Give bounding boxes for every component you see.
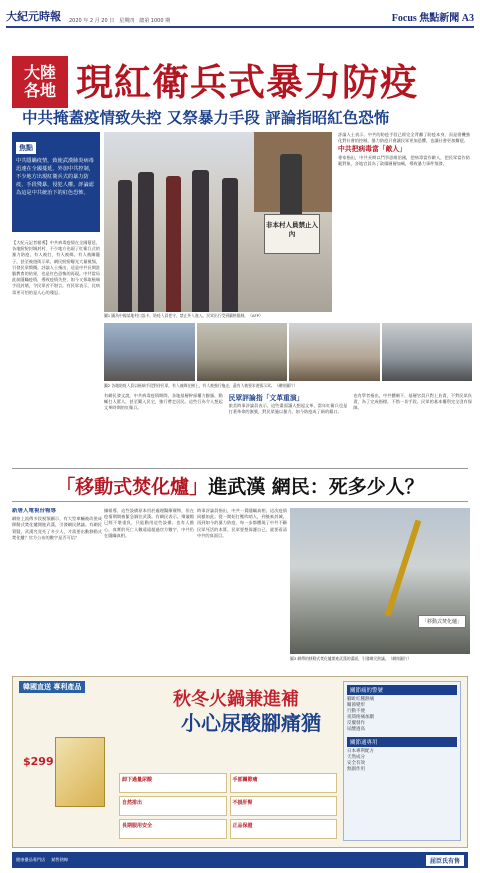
incinerator-photo <box>290 508 470 654</box>
section-label: Focus 焦點新聞 A3 <box>391 13 474 24</box>
lower-column <box>229 393 348 463</box>
bottom-column-body: 據報導，這些設備原本用於處理醫療廢物，但在疫情期間被緊急調往武漢。有網民表示，殯儀館已經不堪重負，只能動用這些設備。也有人擔心，真實的死亡人數遠遠超過官方數字，中共仍在隱瞞真相。 <box>104 508 194 538</box>
right-article-body: 評論人士表示，中共的防疫手段已經完全背離了防疫本身，而是借機強化對社會的控制。暴力防疫只會讓民眾更加恐懼，也讓社會更加撕裂。 <box>338 132 470 144</box>
ad-footer <box>12 852 468 868</box>
right-article-heading: 中共把病毒當「敵人」 <box>338 145 406 154</box>
person-figure <box>280 154 302 216</box>
region-badge <box>12 56 68 108</box>
focus-summary: 中共隱瞞疫情，致使武漢肺炎病毒迅速在全國蔓延，外加中共控制，不少地方出現紅衛兵式的暴力防疫，手段殘暴，侵犯人權。評論認為這是中共統治下的紅色恐怖。 <box>16 158 94 196</box>
bottom-column <box>104 508 194 664</box>
newspaper-brand: 大紀元時報 <box>6 10 61 23</box>
ad-title-2: 小心尿酸腳痛猶 <box>181 711 321 735</box>
story-banner <box>12 468 468 502</box>
ad-side-row: 腳趾紅腫熱痛 <box>347 697 374 702</box>
no-entry-sign: 非本村人員禁止入內 <box>264 214 320 254</box>
ad-brand: 韓國直送 專利產品 <box>19 681 85 693</box>
incinerator-label: 「移動式焚化爐」 <box>418 615 466 628</box>
bottom-column-heading: 新唐人電視台報導 <box>12 508 57 514</box>
ad-feature: 卸下過量尿酸 <box>119 773 227 793</box>
ad-side-row: 關節變形 <box>347 703 365 708</box>
footer-store: 健康優品專門店 <box>16 857 46 862</box>
ad-feature: 正品保證 <box>230 819 338 839</box>
lower-column-body: 也有學者指出，中共體制下，基層官員只對上負責，不對民眾負責，為了完成指標，不惜一切手段。民眾的基本權利完全沒有保障。 <box>353 393 472 411</box>
crane-shape <box>385 520 422 617</box>
grid-photo <box>382 323 473 381</box>
ad-side-row: 反覆發作 <box>347 721 365 726</box>
banner-rest: 進武漢 網民：死多少人？ <box>208 475 424 498</box>
region-badge-line2: 各地 <box>23 81 56 100</box>
lower-column <box>353 393 472 463</box>
person-figure <box>166 176 181 312</box>
focus-tag: 焦點 <box>16 142 36 154</box>
main-photo-caption: 圖1 圖為中國某地村口設卡，防疫人員把守，禁止外人進入。民眾出行受到嚴格限制。（AFP） <box>104 313 263 318</box>
ad-feature: 不損肝腎 <box>230 796 338 816</box>
ad-side-row: 夜間疼痛加劇 <box>347 715 374 720</box>
person-figure <box>118 180 132 312</box>
product-box-image <box>55 737 105 807</box>
photo-grid <box>104 323 472 381</box>
masthead <box>6 4 474 28</box>
main-photo <box>104 132 332 312</box>
issue-date: 2020 年 2 月 20 日 星期四 總第 1000 期 <box>69 18 171 24</box>
ad-side-panel <box>343 681 461 841</box>
ad-side-row: 天然成分 <box>347 755 365 760</box>
lower-column-body: 有網民發文說，中共病毒疫情期間，各地基層幹部權力膨脹，動輒打人罵人，甚至闖入民宅，強行帶走居民。這些行為令人想起文革時期的紅衛兵。 <box>104 393 223 411</box>
incinerator-caption: 圖3 網傳的移動式焚化爐開進武漢的畫面，引發網民熱議。（網絡圖片） <box>290 656 412 661</box>
retailer-button[interactable]: 屈臣氏有售 <box>426 855 464 866</box>
person-figure <box>222 178 238 312</box>
ad-feature: 長期服用安全 <box>119 819 227 839</box>
grid-photo <box>289 323 380 381</box>
bottom-column <box>197 508 287 664</box>
bottom-column <box>12 508 102 664</box>
right-article <box>338 132 470 312</box>
ad-side-row: 無副作用 <box>347 767 365 772</box>
subheadline: 中共掩蓋疫情致失控 又祭暴力手段 評論指昭紅色恐怖 <box>22 109 390 127</box>
ad-side-row: 安全有效 <box>347 761 365 766</box>
lower-column <box>104 393 223 463</box>
advertisement[interactable] <box>12 676 468 848</box>
ad-feature: 手部關節痛 <box>230 773 338 793</box>
left-article: 【大紀元記者報導】中共病毒疫情在全國蔓延，各地紛紛封城封村，不少地方出現了紅衛兵式的暴力防疫，有人被打，有人被綁，有人被關籠子，甚至被遊街示眾。網民紛紛曝光大量視頻，引發民眾憤慨。評論人士指出，這是中共長期洗腦教育的結果，也是紅色恐怖的再現。中共當局此前隱瞞疫情，導致疫情失控，如今又採取極端手段封堵，令民眾苦不堪言。有民眾表示，比病毒更可怕的是人心的殘忍。 <box>12 240 100 295</box>
headline: 現紅衛兵式暴力防疫 <box>76 60 418 104</box>
bottom-column-body: 網絡上流傳多段視頻顯示，有大型車輛被改裝成移動式焚化爐開進武漢，引發網民熱議。有網民質疑，武漢究竟死了多少人，才需要出動移動式焚化爐？官方公布的數字是否可信？ <box>12 516 102 540</box>
ad-side-row: 行動不便 <box>347 709 365 714</box>
ad-feature-boxes <box>119 773 337 839</box>
footer-hotline: 銷售熱線 <box>51 857 69 862</box>
lower-columns <box>104 393 472 463</box>
ad-feature: 自然排出 <box>119 796 227 816</box>
region-badge-line1: 大陸 <box>23 63 56 82</box>
focus-sidebar <box>12 132 100 232</box>
ad-side-heading: 關節痛的警號 <box>347 685 457 695</box>
ad-side-row: 尿酸過高 <box>347 727 365 732</box>
lower-column-body: 旅美時事評論員表示，這些畫面讓人想起文革，當年紅衛兵也是打著革命的旗號，對民眾施以暴力。如今防疫成了新的藉口。 <box>228 403 348 415</box>
banner-quote: 「移動式焚化爐」 <box>56 475 209 498</box>
grid-photo <box>197 323 288 381</box>
person-figure <box>138 172 154 312</box>
ad-side-row: 日本專利配方 <box>347 749 374 754</box>
ad-side-heading-2: 關節通專用 <box>347 737 457 747</box>
lower-column-heading: 民眾評論指「文革重演」 <box>228 394 304 402</box>
right-article-body2: 專家指出，中共長期以鬥爭思維治國，把病毒當作敵人，把民眾當作防範對象，各地官員為了政績層層加碼，導致暴力事件頻發。 <box>338 154 470 166</box>
photo-grid-caption: 圖2 各地防疫人員以極端手段對待民眾，有人被綁在樹上，有人被強行拖走，還有人被要求遊街示眾。（網絡圖片） <box>104 383 298 388</box>
grid-photo <box>104 323 195 381</box>
ad-price: $299 <box>23 755 54 768</box>
ad-title-1: 秋冬火鍋兼進補 <box>173 689 299 710</box>
person-figure <box>192 170 209 312</box>
bottom-column-body: 時事評論員指出，中共一貫隱瞞真相，這次疫情同樣如此。從一開始打壓吹哨人，到後來封城，再到如今的暴力防疫，每一步都體現了中共不顧民眾死活的本質。民眾要想保護自己，就要看清中共的真面目。 <box>197 508 287 538</box>
